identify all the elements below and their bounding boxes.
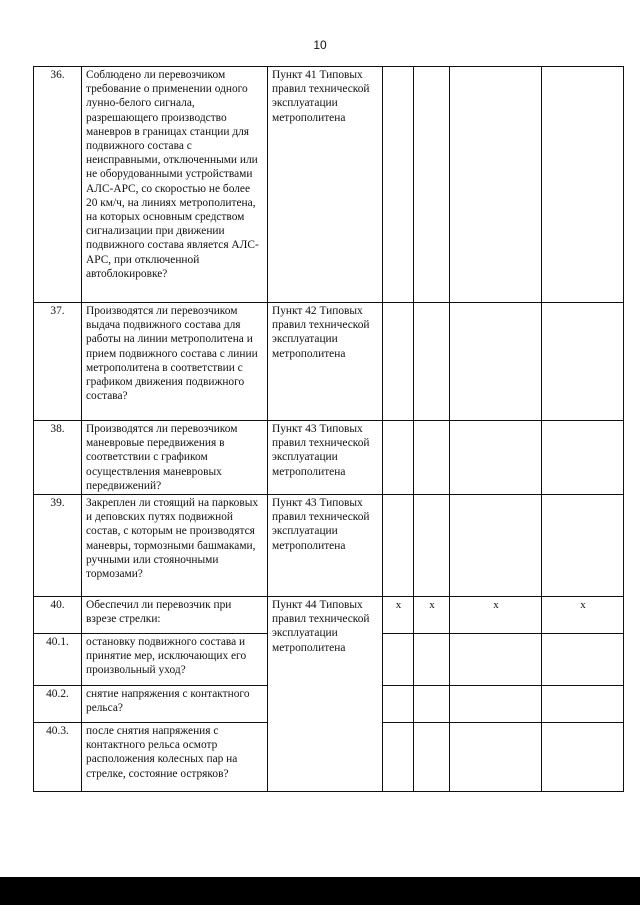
answer-cell[interactable]: [383, 421, 414, 495]
row-number: 38.: [34, 421, 82, 495]
answer-cell[interactable]: [542, 421, 624, 495]
not-applicable-mark: х: [450, 597, 542, 634]
answer-cell[interactable]: [450, 723, 542, 792]
row-number: 39.: [34, 495, 82, 597]
answer-cell[interactable]: [383, 634, 414, 686]
question-text: Обеспечил ли перевозчик при взрезе стрелки:: [82, 597, 268, 634]
answer-cell[interactable]: [414, 67, 450, 303]
answer-cell[interactable]: [414, 303, 450, 421]
reference-text: Пункт 43 Типовых правил технической эксплуатации метрополитена: [268, 421, 383, 495]
answer-cell[interactable]: [383, 686, 414, 723]
question-text: Закреплен ли стоящий на парковых и деповских путях подвижной состав, с которым не производятся маневры, тормозными башмаками, ручными или стояночными тормозами?: [82, 495, 268, 597]
answer-cell[interactable]: [414, 421, 450, 495]
question-text: после снятия напряжения с контактного рельса осмотр расположения колесных пар на стрелке, состояние остряков?: [82, 723, 268, 792]
table-row: [34, 67, 624, 303]
not-applicable-mark: х: [414, 597, 450, 634]
row-number: 36.: [34, 67, 82, 303]
reference-text: Пункт 42 Типовых правил технической эксплуатации метрополитена: [268, 303, 383, 421]
answer-cell[interactable]: [414, 495, 450, 597]
answer-cell[interactable]: [450, 421, 542, 495]
question-text: снятие напряжения с контактного рельса?: [82, 686, 268, 723]
row-number: 40.1.: [34, 634, 82, 686]
question-text: Соблюдено ли перевозчиком требование о применении одного лунно-белого сигнала, разрешающего производство маневров в границах станции для подвижного состава с неисправными, отключенными или не оборудованными устройствами АЛС-АРС, со скоростью не более 20 км/ч, на линиях метрополитена, на которых основным средством сигнализации при движении подвижного состава является АЛС-АРС, при отключенной автоблокировке?: [82, 67, 268, 303]
answer-cell[interactable]: [383, 723, 414, 792]
reference-text: Пункт 41 Типовых правил технической эксплуатации метрополитена: [268, 67, 383, 303]
question-text: остановку подвижного состава и принятие мер, исключающих его произвольный уход?: [82, 634, 268, 686]
answer-cell[interactable]: [450, 303, 542, 421]
answer-cell[interactable]: [414, 723, 450, 792]
row-number: 37.: [34, 303, 82, 421]
answer-cell[interactable]: [450, 67, 542, 303]
reference-text: Пункт 43 Типовых правил технической эксплуатации метрополитена: [268, 495, 383, 597]
answer-cell[interactable]: [542, 723, 624, 792]
answer-cell[interactable]: [450, 495, 542, 597]
table-row: [34, 597, 624, 634]
table-row: [34, 421, 624, 495]
answer-cell[interactable]: [383, 495, 414, 597]
answer-cell[interactable]: [542, 686, 624, 723]
answer-cell[interactable]: [414, 634, 450, 686]
answer-cell[interactable]: [450, 634, 542, 686]
row-number: 40.3.: [34, 723, 82, 792]
question-text: Производятся ли перевозчиком выдача подвижного состава для работы на линии метрополитена и прием подвижного состава с линии метрополитена в соответствии с графиком движения подвижного состава?: [82, 303, 268, 421]
table-row: [34, 303, 624, 421]
not-applicable-mark: х: [383, 597, 414, 634]
question-text: Производятся ли перевозчиком маневровые передвижения в соответствии с графиком осуществления маневровых передвижений?: [82, 421, 268, 495]
answer-cell[interactable]: [414, 686, 450, 723]
answer-cell[interactable]: [542, 303, 624, 421]
page-number: 10: [313, 38, 327, 52]
answer-cell[interactable]: [542, 67, 624, 303]
answer-cell[interactable]: [383, 67, 414, 303]
row-number: 40.: [34, 597, 82, 634]
reference-text: Пункт 44 Типовых правил технической эксплуатации метрополитена: [268, 597, 383, 792]
row-number: 40.2.: [34, 686, 82, 723]
answer-cell[interactable]: [542, 495, 624, 597]
answer-cell[interactable]: [450, 686, 542, 723]
table-row: [34, 495, 624, 597]
not-applicable-mark: х: [542, 597, 624, 634]
checklist-table: [33, 66, 624, 792]
answer-cell[interactable]: [542, 634, 624, 686]
scan-bottom-border: [0, 877, 640, 905]
answer-cell[interactable]: [383, 303, 414, 421]
